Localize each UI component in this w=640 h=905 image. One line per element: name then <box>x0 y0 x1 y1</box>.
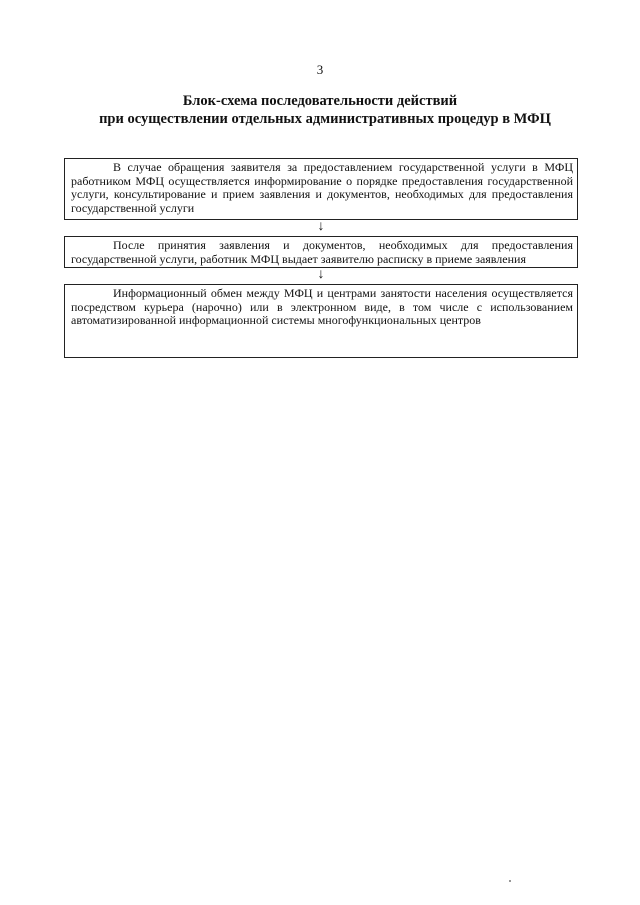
page-number: 3 <box>316 62 324 77</box>
down-arrow-icon: ↓ <box>317 219 325 234</box>
page-title <box>60 92 580 128</box>
flowchart-step-2: После принятия заявления и документов, необходимых для предоставления государственной услуги, работник МФЦ выдает заявителю расписку в приеме заявления <box>64 236 578 268</box>
title-line-2: при осуществлении отдельных административных процедур в МФЦ <box>99 111 551 127</box>
scan-speck <box>509 880 511 882</box>
title-line-1: Блок-схема последовательности действий <box>182 93 458 109</box>
flowchart-step-1: В случае обращения заявителя за предоставлением государственной услуги в МФЦ работником МФЦ осуществляется информирование о порядке предоставления государственной услуги, консультирование и прием заявления и документов, необходимых для предоставления государственной услуги <box>64 158 578 220</box>
flowchart-step-3: Информационный обмен между МФЦ и центрами занятости населения осуществляется посредством курьера (нарочно) или в электронном виде, в том числе с использованием автоматизированной информационной системы многофункциональных центров <box>64 284 578 358</box>
down-arrow-icon: ↓ <box>317 267 325 282</box>
